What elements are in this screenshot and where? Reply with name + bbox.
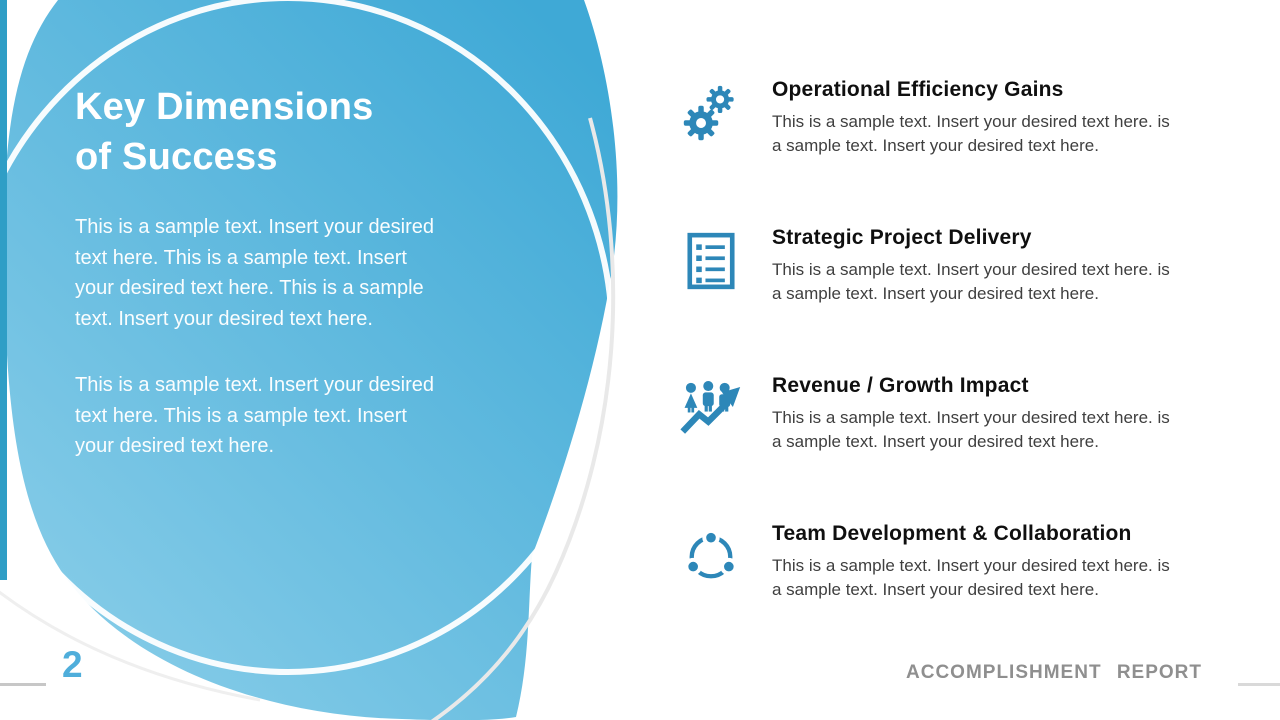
footer-report-label: ACCOMPLISHMENT REPORT <box>906 662 1202 683</box>
intro-paragraph-1: This is a sample text. Insert your desired text here. This is a sample text. Insert your desired text here. This is a sample text. Insert your desired text here. <box>75 216 435 330</box>
checklist-icon <box>680 230 742 305</box>
item-title: Revenue / Growth Impact <box>772 374 1029 397</box>
share-network-icon <box>680 526 742 601</box>
success-dimension-item <box>680 76 1200 157</box>
success-dimension-item <box>680 224 1200 305</box>
item-title: Team Development & Collaboration <box>772 522 1132 545</box>
item-description: This is a sample text. Insert your desired text here. is a sample text. Insert your desired text here. <box>772 112 1170 155</box>
gears-icon <box>680 82 742 157</box>
item-text <box>772 76 1180 157</box>
item-description: This is a sample text. Insert your desired text here. is a sample text. Insert your desired text here. <box>772 556 1170 599</box>
footer-divider-left <box>0 683 46 686</box>
intro-paragraph-2: This is a sample text. Insert your desired text here. This is a sample text. Insert your desired text here. <box>75 374 435 458</box>
success-dimension-item <box>680 520 1200 601</box>
success-dimension-item <box>680 372 1200 453</box>
item-description: This is a sample text. Insert your desired text here. is a sample text. Insert your desired text here. <box>772 408 1170 451</box>
item-title: Operational Efficiency Gains <box>772 78 1064 101</box>
slide-title: Key Dimensions of Success <box>75 86 374 179</box>
people-growth-icon <box>680 378 742 453</box>
item-description: This is a sample text. Insert your desired text here. is a sample text. Insert your desired text here. <box>772 260 1170 303</box>
item-text <box>772 520 1180 601</box>
item-title: Strategic Project Delivery <box>772 226 1032 249</box>
item-text <box>772 372 1180 453</box>
item-text <box>772 224 1180 305</box>
left-text-panel <box>75 82 460 498</box>
footer-divider-right <box>1238 683 1280 686</box>
page-number: 2 <box>62 644 83 685</box>
left-edge-accent-bar <box>0 0 7 580</box>
